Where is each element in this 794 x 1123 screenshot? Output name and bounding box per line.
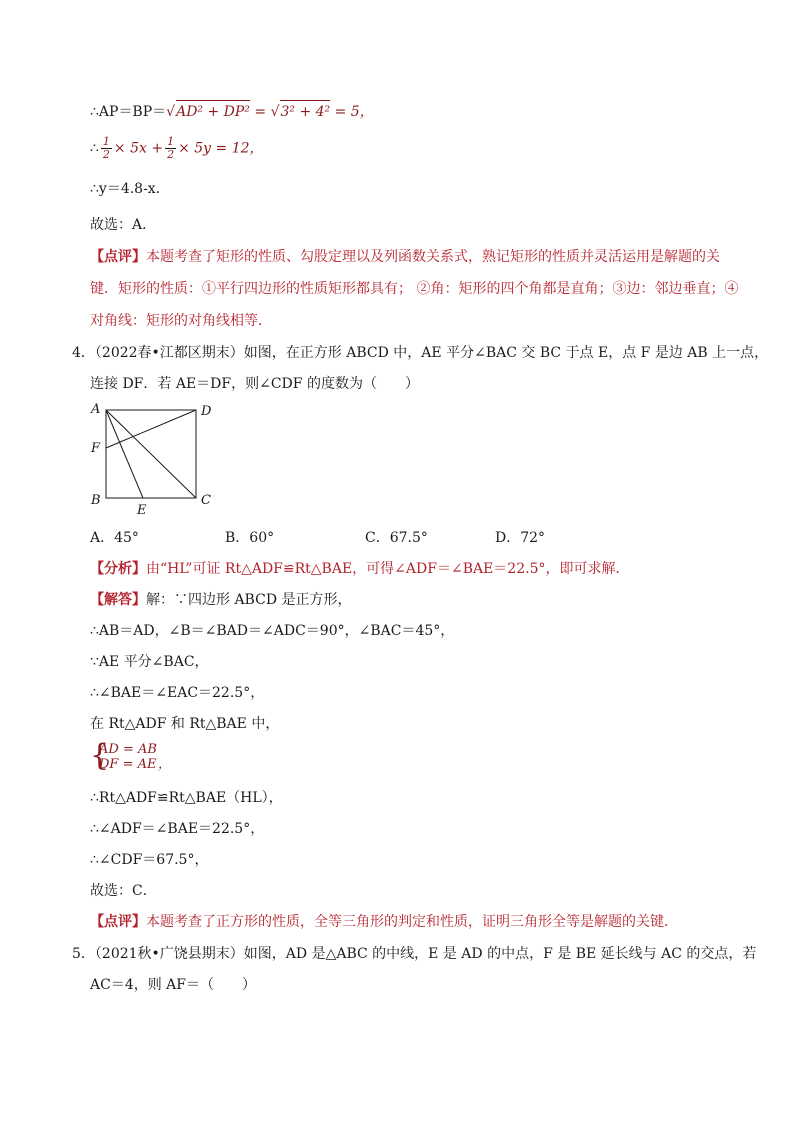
radical-2: 3² + 4² (280, 100, 330, 122)
line-choose-a: 故选：A． (90, 217, 157, 233)
question-text: （2021秋•广饶县期末）如图，AD 是△ABC 的中线，E 是 AD 的中点，F 是 BE 延长线与 AC 的交点，若 (94, 946, 757, 962)
frac-num: 1 (167, 135, 175, 148)
analysis (90, 559, 629, 579)
text: ∴AP＝BP＝ (90, 104, 167, 120)
text: ∴ (90, 140, 99, 157)
answer-options (90, 527, 650, 547)
option-b[interactable]: B．60° (225, 530, 275, 546)
text: = (249, 104, 271, 120)
segment-ae (106, 410, 143, 498)
frac-num: 1 (102, 135, 110, 148)
fraction-half-1 (101, 136, 112, 161)
solution-tag: 【解答】 (90, 592, 146, 608)
comment-1-b: 键．矩形的性质：①平行四边形的性质矩形都具有； ②角：矩形的四个角都是直角；③边：邻边垂直；④ (90, 281, 739, 297)
question-4-a (72, 343, 768, 363)
radical-1: AD² + DP² (176, 100, 250, 122)
label-b: B (91, 493, 101, 508)
label-d: D (201, 404, 212, 419)
analysis-text: 由“HL”可证 Rt△ADF≌Rt△BAE，可得∠ADF＝∠BAE＝22.5°，即可求解． (146, 561, 630, 577)
comment-tag: 【点评】 (90, 249, 146, 265)
line-ap-bp: ∴AP＝BP＝√AD² + DP² = √3² + 4² = 5， (90, 100, 374, 122)
text: = 5， (330, 104, 374, 120)
system-eq-1: AD = AB (99, 742, 157, 757)
option-c[interactable]: C．67.5° (365, 530, 428, 546)
segment-df (106, 410, 196, 448)
comment-text: 本题考查了矩形的性质、勾股定理以及列函数关系式，熟记矩形的性质并灵活运用是解题的关 (146, 249, 720, 265)
option-d[interactable]: D．72° (495, 530, 546, 546)
line-area-equation (90, 136, 264, 161)
solution-line-1: ∴AB＝AD，∠B＝∠BAD＝∠ADC＝90°，∠BAC＝45°， (90, 623, 455, 639)
frac-den: 2 (102, 148, 110, 161)
solution-line-5: ∴Rt△ADF≌Rt△BAE（HL）， (90, 790, 283, 806)
comment-1-c: 对角线：矩形的对角线相等． (90, 313, 272, 329)
system-eq-2: DF = AE (99, 757, 157, 772)
diagonal-ac (106, 410, 196, 498)
solution-start (90, 590, 352, 610)
question-number: 5． (72, 946, 95, 962)
option-a[interactable]: A．45° (90, 530, 139, 546)
label-a: A (91, 402, 101, 417)
solution-line-2: ∵AE 平分∠BAC， (90, 654, 209, 670)
label-c: C (201, 493, 211, 508)
question-5-b: AC＝4，则 AF＝（ ） (90, 977, 257, 993)
line-y-result: ∴y＝4.8-x． (90, 181, 170, 197)
question-4-b: 连接 DF．若 AE＝DF，则∠CDF 的度数为（ ） (90, 376, 419, 392)
solution-line-8: 故选：C． (90, 883, 157, 899)
solution-line-6: ∴∠ADF＝∠BAE＝22.5°， (90, 821, 265, 837)
comment-text: 本题考查了正方形的性质，全等三角形的判定和性质，证明三角形全等是解题的关键． (146, 914, 678, 930)
comment-1-a (90, 247, 720, 267)
square-figure (88, 398, 218, 518)
comment-2 (90, 912, 678, 932)
text: × 5y = 12， (178, 140, 264, 157)
analysis-tag: 【分析】 (90, 561, 146, 577)
question-5-a (72, 944, 756, 964)
label-e: E (137, 503, 147, 518)
solution-line-4: 在 Rt△ADF 和 Rt△BAE 中， (90, 716, 280, 732)
solution-line-7: ∴∠CDF＝67.5°， (90, 852, 209, 868)
question-text: （2022春•江都区期末）如图，在正方形 ABCD 中，AE 平分∠BAC 交 BC 于点 E，点 F 是边 AB 上一点， (94, 345, 769, 361)
fraction-half-2 (165, 136, 176, 161)
solution-text: 解：∵四边形 ABCD 是正方形， (146, 592, 352, 608)
solution-line-3: ∴∠BAE＝∠EAC＝22.5°， (90, 685, 265, 701)
text: × 5x + (113, 140, 164, 157)
question-number: 4． (72, 345, 95, 361)
frac-den: 2 (167, 148, 175, 161)
label-f: F (91, 441, 101, 456)
comment-tag: 【点评】 (90, 914, 146, 930)
brace: { (90, 738, 110, 773)
system-tail: ， (158, 757, 172, 772)
